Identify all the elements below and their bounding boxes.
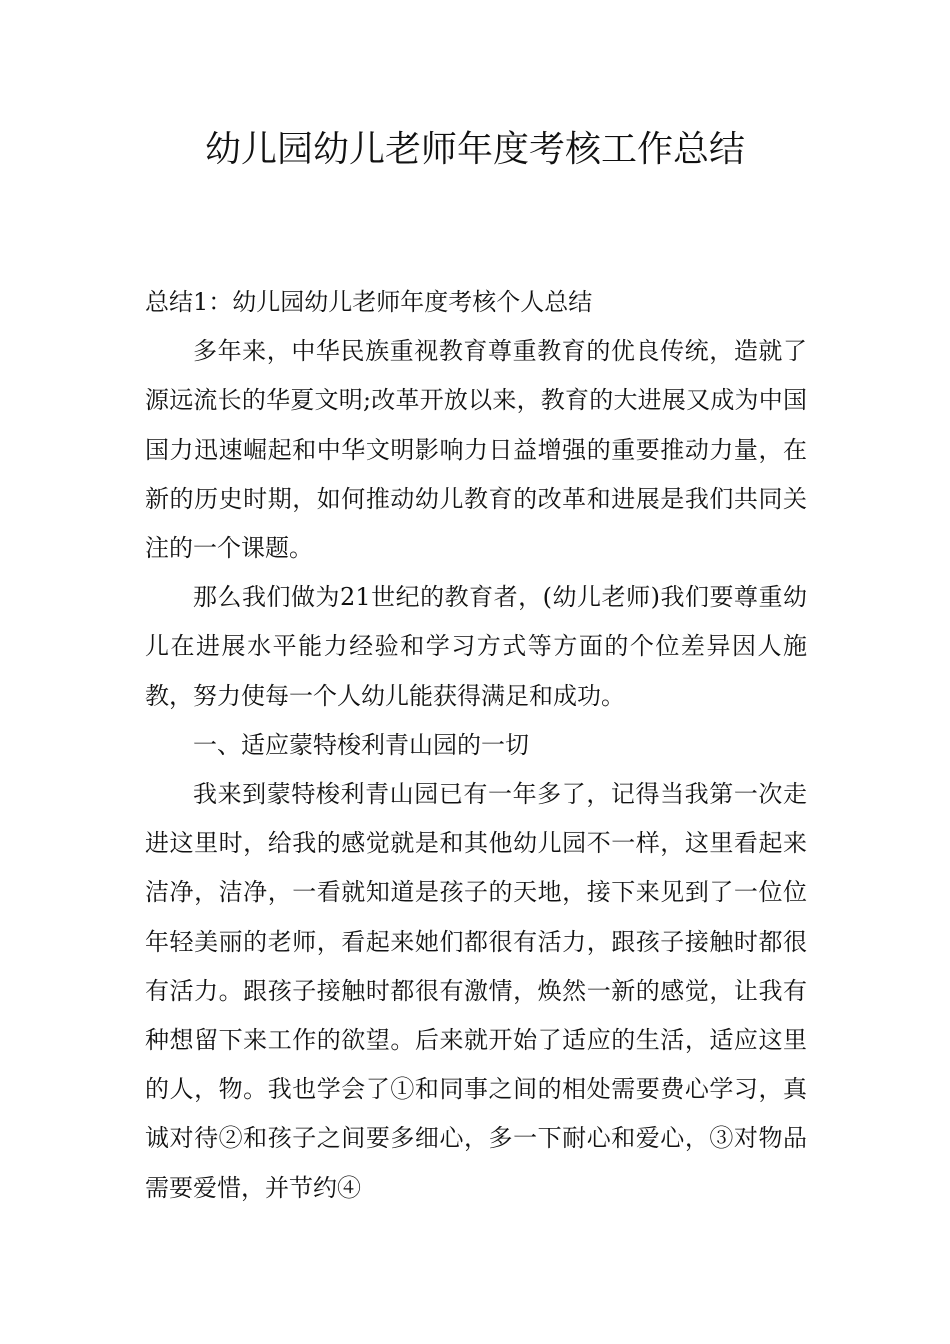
- paragraph-educators: 那么我们做为21世纪的教育者，(幼儿老师)我们要尊重幼儿在进展水平能力经验和学习方式等方面的个位差异因人施教，努力使每一个人幼儿能获得满足和成功。: [145, 583, 807, 710]
- document-title: 幼儿园幼儿老师年度考核工作总结: [204, 129, 745, 170]
- document-body: [145, 278, 807, 1213]
- subsection-heading: 一、适应蒙特梭利青山园的一切: [193, 730, 529, 759]
- paragraph-experience: 我来到蒙特梭利青山园已有一年多了，记得当我第一次走进这里时，给我的感觉就是和其他幼儿园不一样，这里看起来洁净，洁净，一看就知道是孩子的天地，接下来见到了一位位年轻美丽的老师，看起来她们都很有活力，跟孩子接触时都很有活力。跟孩子接触时都很有激情，焕然一新的感觉，让我有种想留下来工作的欲望。后来就开始了适应的生活，适应这里的人，物。我也学会了①和同事之间的相处需要费心学习，真诚对待②和孩子之间要多细心，多一下耐心和爱心，③对物品需要爱惜，并节约④: [145, 780, 807, 1202]
- section-heading: 总结1：幼儿园幼儿老师年度考核个人总结: [145, 288, 593, 316]
- paragraph-intro: 多年来，中华民族重视教育尊重教育的优良传统，造就了源远流长的华夏文明;改革开放以来，教育的大进展又成为中国国力迅速崛起和中华文明影响力日益增强的重要推动力量，在新的历史时期，如何推动幼儿教育的改革和进展是我们共同关注的一个课题。: [145, 337, 807, 563]
